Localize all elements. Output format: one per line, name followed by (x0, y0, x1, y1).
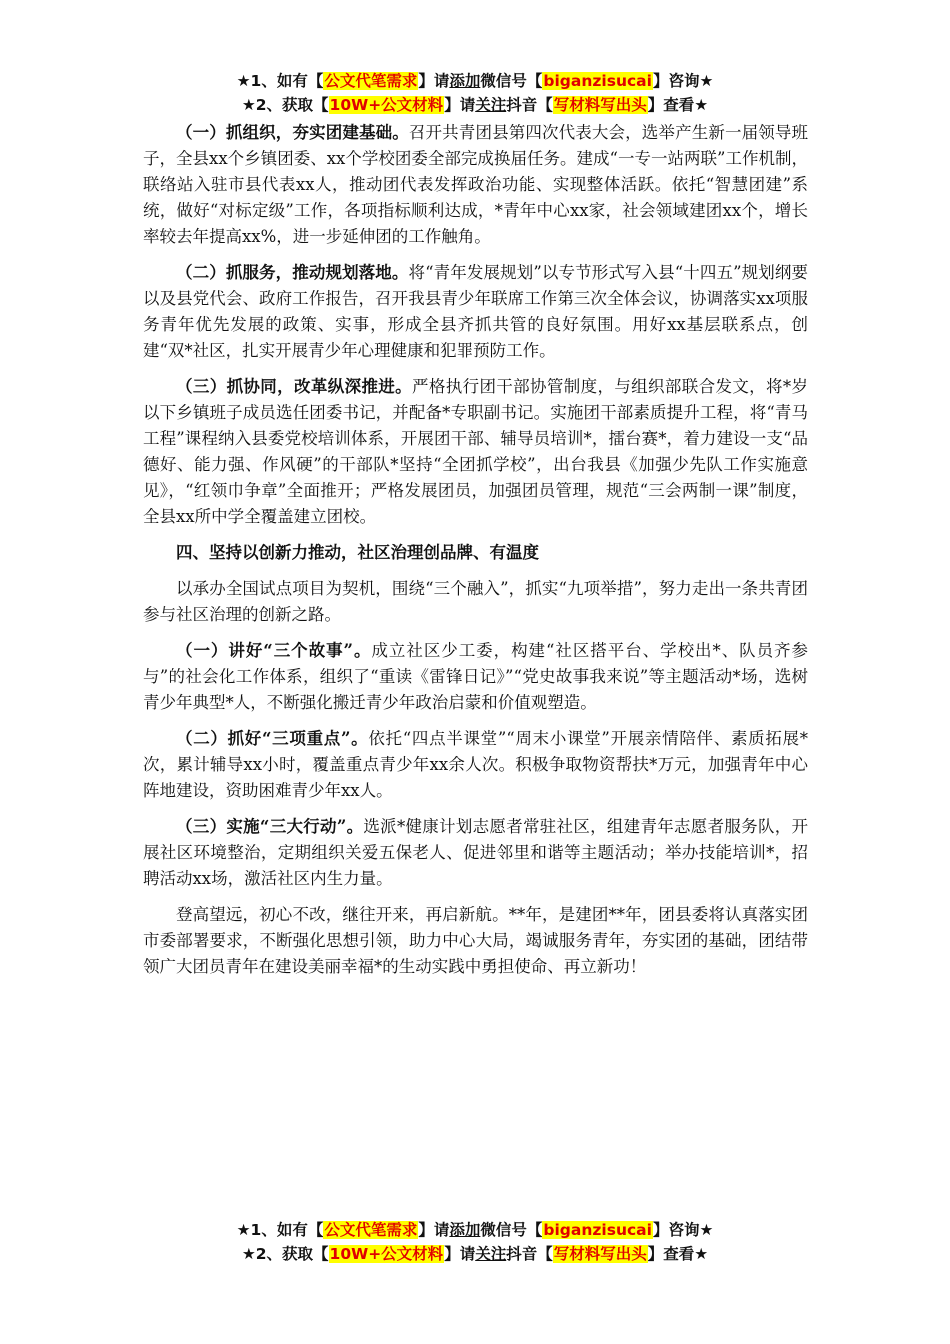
document-body (143, 120, 808, 990)
banner-text: 微信号【 (480, 72, 543, 90)
banner-text: 抖音【 (506, 96, 553, 114)
banner-highlight: biganzisucai (543, 1221, 652, 1239)
paragraph (143, 374, 808, 530)
banner-text: 】请 (418, 1221, 450, 1239)
banner-text: ★2、获取【 (241, 1245, 329, 1263)
banner-highlight: 公文代笔需求 (324, 72, 418, 90)
banner-text: ★2、获取【 (241, 96, 329, 114)
paragraph (143, 726, 808, 804)
banner-highlight: 公文代笔需求 (324, 1221, 418, 1239)
paragraph-lead: （三）抓协同，改革纵深推进。 (176, 377, 413, 396)
banner-line-2 (0, 1242, 950, 1266)
banner-text: ★1、如有【 (236, 72, 324, 90)
paragraph-text: 选派*健康计划志愿者常驻社区，组建青年志愿者服务队，开展社区环境整治，定期组织关爱五保老人、促进邻里和谐等主题活动；举办技能培训*，招聘活动xx场，激活社区内生力量。 (143, 817, 809, 888)
banner-highlight: 写材料写出头 (553, 96, 647, 114)
paragraph-lead: （一）抓组织，夯实团建基础。 (176, 123, 409, 142)
paragraph-lead: （三）实施“三大行动”。 (176, 817, 364, 836)
banner-text: 】查看★ (647, 96, 709, 114)
paragraph (143, 260, 808, 364)
paragraph (143, 120, 808, 250)
header-banner (0, 69, 950, 117)
paragraph-text: 将“青年发展规划”以专节形式写入县“十四五”规划纲要以及县党代会、政府工作报告，召开我县青少年联席工作第三次全体会议，协调落实xx项服务青年优先发展的政策、实事，形成全县齐抓共管的良好氛围。用好xx基层联系点，创建“双*社区，扎实开展青少年心理健康和犯罪预防工作。 (143, 263, 808, 360)
paragraph-lead: （一）讲好“三个故事”。 (176, 641, 372, 660)
banner-underlined: 关注 (475, 1245, 507, 1263)
banner-text: 抖音【 (506, 1245, 553, 1263)
banner-text: 】查看★ (647, 1245, 709, 1263)
paragraph-text: 召开共青团县第四次代表大会，选举产生新一届领导班子，全县xx个乡镇团委、xx个学校团委全部完成换届任务。建成“一专一站两联”工作机制，联络站入驻市县代表xx人，推动团代表发挥政治功能、实现整体活跃。依托“智慧团建”系统，做好“对标定级”工作，各项指标顺利达成，*青年中心xx家，社会领域建团xx个，增长率较去年提高xx%，进一步延伸团的工作触角。 (143, 123, 809, 246)
banner-highlight: 10W+公文材料 (329, 96, 444, 114)
paragraph-lead: （二）抓好“三项重点”。 (176, 729, 369, 748)
banner-line-2 (0, 93, 950, 117)
banner-line-1 (0, 69, 950, 93)
banner-underlined: 添加 (449, 72, 481, 90)
paragraph (143, 814, 808, 892)
paragraph-lead: （二）抓服务，推动规划落地。 (176, 263, 409, 282)
paragraph-text: 依托“四点半课堂”“周末小课堂”开展亲情陪伴、素质拓展*次，累计辅导xx小时，覆盖重点青少年xx余人次。积极争取物资帮扶*万元，加强青年中心阵地建设，资助困难青少年xx人。 (143, 729, 808, 800)
banner-line-1 (0, 1218, 950, 1242)
paragraph (143, 638, 808, 716)
section-heading: 四、坚持以创新力推动，社区治理创品牌、有温度 (176, 543, 539, 562)
footer-banner (0, 1218, 950, 1266)
banner-text: 微信号【 (480, 1221, 543, 1239)
banner-text: 】咨询★ (652, 72, 714, 90)
banner-highlight: 写材料写出头 (553, 1245, 647, 1263)
banner-text: 】请 (444, 96, 476, 114)
paragraph: 以承办全国试点项目为契机，围绕“三个融入”，抓实“九项举措”，努力走出一条共青团参与社区治理的创新之路。 (143, 579, 808, 624)
paragraph-text: 严格执行团干部协管制度，与组织部联合发文，将*岁以下乡镇班子成员选任团委书记，并配备*专职副书记。实施团干部素质提升工程，将“青马工程”课程纳入县委党校培训体系，开展团干部、辅导员培训*，擂台赛*，着力建设一支“品德好、能力强、作风硬”的干部队*坚持“全团抓学校”，出台我县《加强少先队工作实施意见》，“红领巾争章”全面推开；严格发展团员，加强团员管理，规范“三会两制一课”制度，全县xx所中学全覆盖建立团校。 (143, 377, 809, 526)
banner-text: 】咨询★ (652, 1221, 714, 1239)
banner-highlight: biganzisucai (543, 72, 652, 90)
banner-highlight: 10W+公文材料 (329, 1245, 444, 1263)
banner-text: ★1、如有【 (236, 1221, 324, 1239)
paragraph-text: 成立社区少工委，构建“社区搭平台、学校出*、队员齐参与”的社会化工作体系，组织了“重读《雷锋日记》”“党史故事我来说”等主题活动*场，选树青少年典型*人，不断强化搬迁青少年政治启蒙和价值观塑造。 (143, 641, 809, 712)
paragraph: 登高望远，初心不改，继往开来，再启新航。**年，是建团**年，团县委将认真落实团市委部署要求，不断强化思想引领，助力中心大局，竭诚服务青年，夯实团的基础，团结带领广大团员青年在建设美丽幸福*的生动实践中勇担使命、再立新功！ (143, 905, 808, 976)
banner-text: 】请 (444, 1245, 476, 1263)
banner-underlined: 关注 (475, 96, 507, 114)
banner-text: 】请 (418, 72, 450, 90)
banner-underlined: 添加 (449, 1221, 481, 1239)
